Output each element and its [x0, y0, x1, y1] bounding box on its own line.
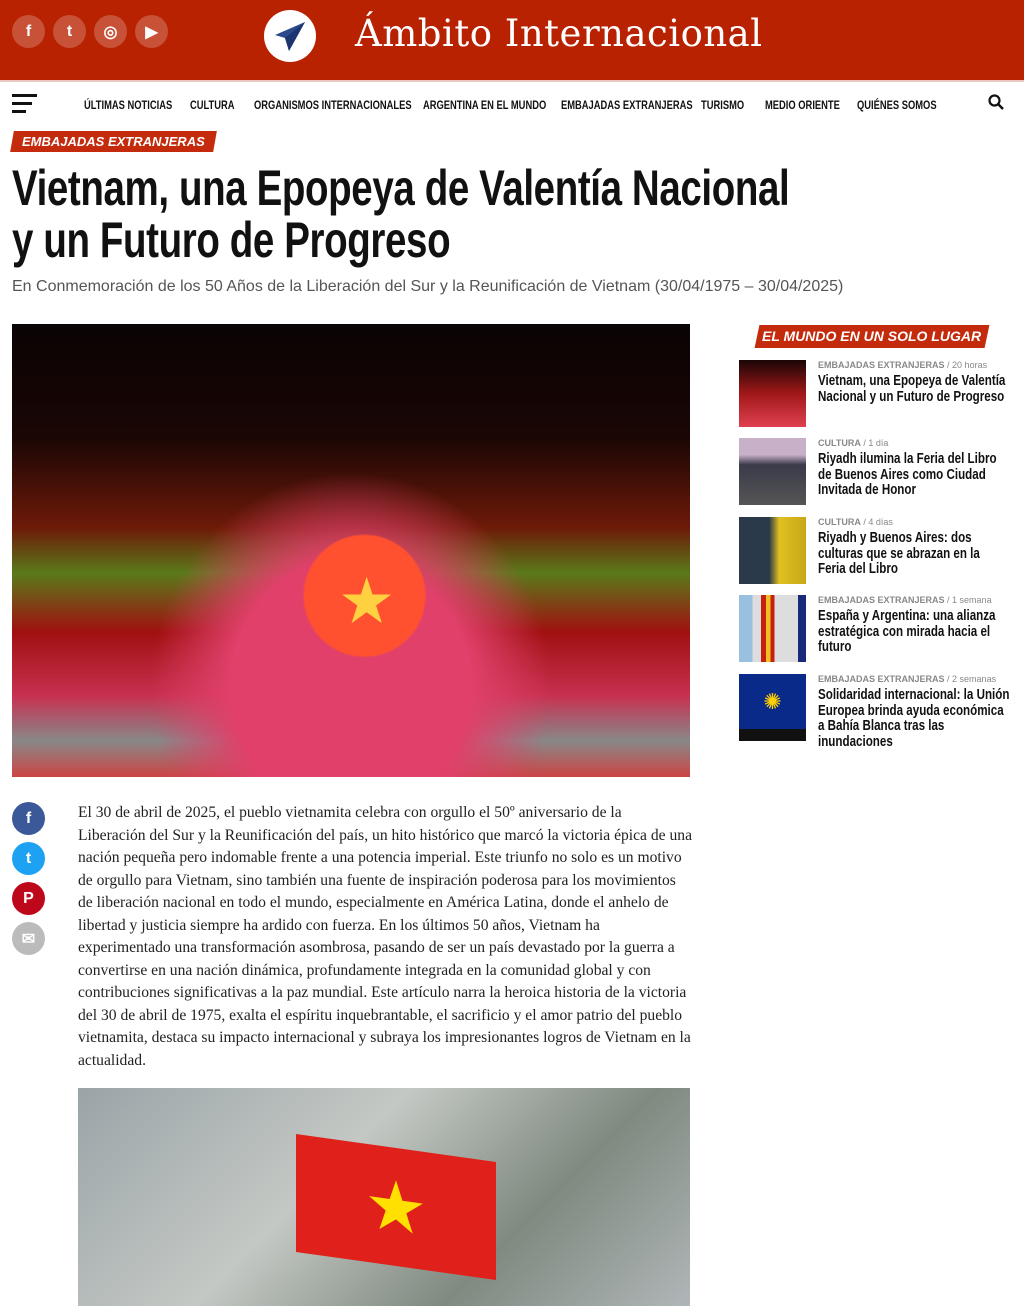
page-title: Vietnam, una Epopeya de Valentía Nacional y un Futuro de Progreso [12, 160, 790, 268]
main-nav [0, 80, 1024, 124]
site-title[interactable]: Ámbito Internacional [355, 12, 763, 55]
item-meta: EMBAJADAS EXTRANJERAS / 20 horas [818, 360, 988, 370]
category-badge[interactable]: EMBAJADAS EXTRANJERAS [10, 131, 216, 152]
twitter-icon[interactable]: t [53, 15, 86, 48]
nav-item[interactable]: QUIÉNES SOMOS [857, 98, 937, 112]
pinterest-icon[interactable]: P [12, 882, 45, 915]
thumbnail[interactable] [739, 517, 806, 584]
item-meta: CULTURA / 1 día [818, 438, 889, 448]
item-title[interactable]: Vietnam, una Epopeya de Valentía Nacional y un Futuro de Progreso [818, 373, 1006, 405]
logo[interactable] [264, 10, 316, 62]
paper-plane-icon [273, 19, 307, 53]
facebook-icon[interactable]: f [12, 15, 45, 48]
nav-item[interactable]: ÚLTIMAS NOTICIAS [84, 98, 173, 112]
nav-item[interactable]: ARGENTINA EN EL MUNDO [423, 98, 547, 112]
menu-icon[interactable] [12, 94, 37, 118]
thumbnail[interactable] [739, 360, 806, 427]
nav-item[interactable]: EMBAJADAS EXTRANJERAS [561, 98, 693, 112]
eu-flag-thumbnail[interactable]: ✺ [739, 674, 806, 741]
nav-item[interactable]: ORGANISMOS INTERNACIONALES [254, 98, 412, 112]
facebook-icon[interactable]: f [12, 802, 45, 835]
nav-item[interactable]: TURISMO [701, 98, 745, 112]
item-meta: EMBAJADAS EXTRANJERAS / 1 semana [818, 595, 992, 605]
item-title[interactable]: Riyadh ilumina la Feria del Libro de Buenos Aires como Ciudad Invitada de Honor [818, 451, 997, 499]
vietnam-flag: ★ [296, 1134, 496, 1280]
hero-image [12, 324, 690, 777]
search-icon[interactable] [988, 94, 1004, 110]
top-header [0, 0, 1024, 80]
instagram-icon[interactable]: ◎ [94, 15, 127, 48]
twitter-icon[interactable]: t [12, 842, 45, 875]
item-title[interactable]: España y Argentina: una alianza estratégica con mirada hacia el futuro [818, 608, 996, 656]
email-icon[interactable]: ✉ [12, 922, 45, 955]
star-icon: ★ [338, 565, 396, 637]
share-buttons [12, 802, 45, 962]
article-body: El 30 de abril de 2025, el pueblo vietnamita celebra con orgullo el 50º aniversario de la Liberación del Sur y la Reunificación del país, un hito histórico que marcó la victoria épica de una nación pequeña pero indomable frente a una potencia imperial. Este triunfo no solo es un motivo de orgullo para Vietnam, sino también una fuente de inspiración poderosa para los movimientos de liberación nacional en todo el mundo, especialmente en América Latina, donde el anhelo de libertad y justicia siempre ha ardido con fuerza. En los últimos 50 años, Vietnam ha experimentado una transformación asombrosa, pasando de ser un país devastado por la guerra a convertirse en una nación dinámica, profundamente integrada en la comunidad global y con contribuciones significativas a la paz mundial. Este artículo narra la heroica historia de la victoria del 30 de abril de 1975, exalta el espíritu inquebrantable, el sacrificio y el amor patrio del pueblo vietnamita, destaca su impacto internacional y subraya los impresionantes logros de Vietnam en la actualidad. [78, 804, 693, 1069]
item-meta: EMBAJADAS EXTRANJERAS / 2 semanas [818, 674, 997, 684]
sidebar-heading: EL MUNDO EN UN SOLO LUGAR [755, 325, 990, 348]
nav-item[interactable]: CULTURA [190, 98, 235, 112]
thumbnail[interactable] [739, 438, 806, 505]
item-title[interactable]: Solidaridad internacional: la Unión Europea brinda ayuda económica a Bahía Blanca tras las inundaciones [818, 687, 1010, 751]
item-meta: CULTURA / 4 días [818, 517, 893, 527]
article-subtitle: En Conmemoración de los 50 Años de la Liberación del Sur y la Reunificación de Vietnam (30/04/1975 – 30/04/2025) [12, 278, 844, 295]
thumbnail[interactable] [739, 595, 806, 662]
item-title[interactable]: Riyadh y Buenos Aires: dos culturas que se abrazan en la Feria del Libro [818, 530, 980, 578]
nav-item[interactable]: MEDIO ORIENTE [765, 98, 840, 112]
youtube-icon[interactable]: ▶ [135, 15, 168, 48]
flag-image [78, 1088, 690, 1306]
